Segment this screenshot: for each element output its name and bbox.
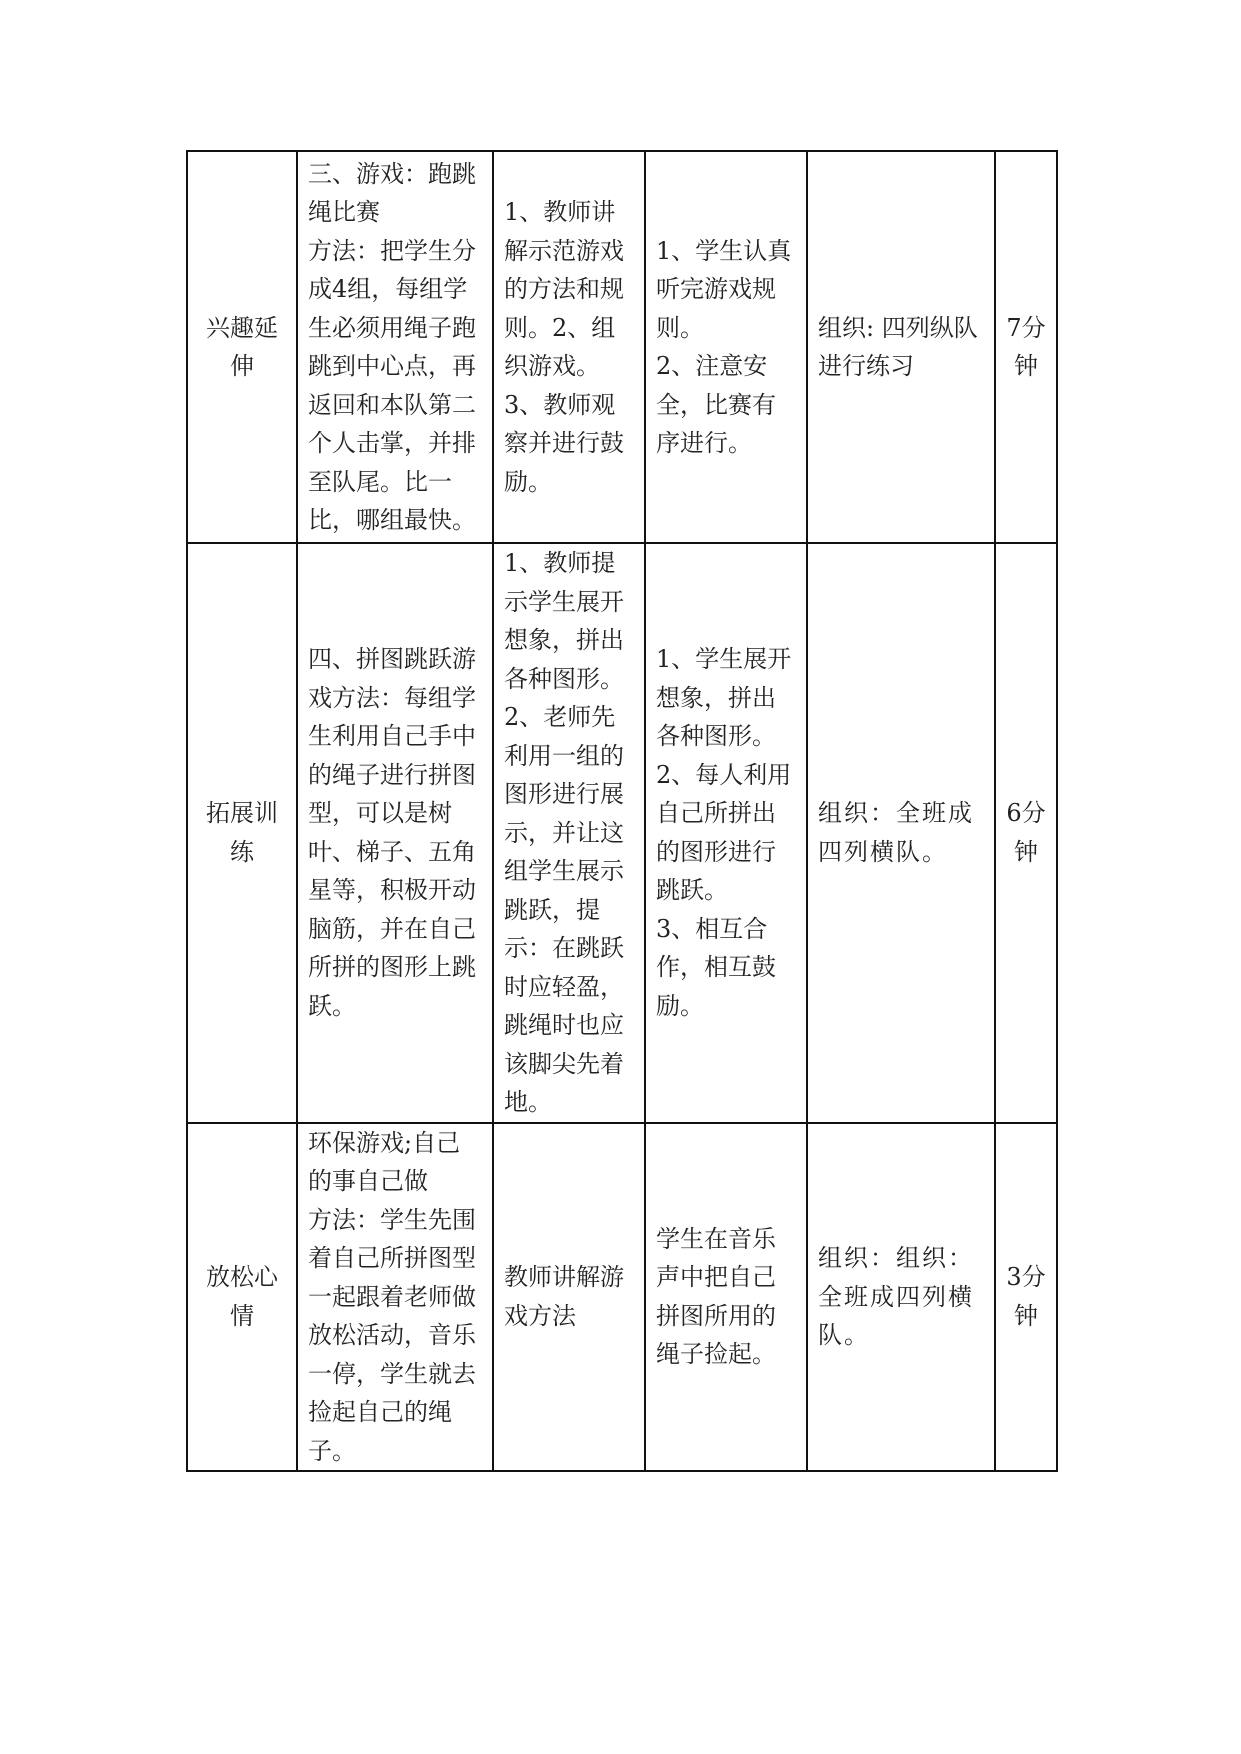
organization-cell: 组织：组织：全班成四列横队。 (807, 1123, 995, 1472)
organization-cell: 组织: 四列纵队进行练习 (807, 151, 995, 543)
teacher-cell: 教师讲解游戏方法 (493, 1123, 645, 1472)
student-cell: 1、学生展开想象，拼出各种图形。 2、每人利用自己所拼出的图形进行跳跃。 3、相互合作，相互鼓励。 (645, 543, 807, 1123)
student-cell: 学生在音乐声中把自己拼图所用的绳子捡起。 (645, 1123, 807, 1472)
stage-cell: 兴趣延伸 (187, 151, 297, 543)
content-cell: 环保游戏;自己的事自己做 方法：学生先围着自己所拼图型一起跟着老师做放松活动，音乐一停，学生就去捡起自己的绳子。 (297, 1123, 493, 1472)
lesson-plan-table (186, 150, 1058, 1472)
student-cell: 1、学生认真听完游戏规则。 2、注意安全，比赛有序进行。 (645, 151, 807, 543)
content-cell: 四、拼图跳跃游戏方法：每组学生利用自己手中的绳子进行拼图型，可以是树叶、梯子、五角星等，积极开动脑筋，并在自己所拼的图形上跳跃。 (297, 543, 493, 1123)
organization-cell: 组织：全班成四列横队。 (807, 543, 995, 1123)
time-cell: 6分钟 (995, 543, 1057, 1123)
teacher-cell: 1、教师讲解示范游戏的方法和规则。2、组织游戏。3、教师观察并进行鼓励。 (493, 151, 645, 543)
cell-text: 三、游戏：跑跳绳比赛 方法：把学生分成4组，每组学生必须用绳子跑跳到中心点，再返回和本队第二个人击掌，并排至队尾。比一比，哪组最快。 (308, 159, 476, 534)
table-row (187, 543, 1057, 1123)
table-row (187, 1123, 1057, 1472)
stage-cell: 拓展训练 (187, 543, 297, 1123)
stage-cell: 放松心情 (187, 1123, 297, 1472)
time-cell: 7分钟 (995, 151, 1057, 543)
teacher-cell: 1、教师提示学生展开想象，拼出各种图形。 2、老师先利用一组的图形进行展示，并让这组学生展示跳跃，提示：在跳跃时应轻盈，跳绳时也应该脚尖先着地。 (493, 543, 645, 1123)
content-cell (297, 151, 493, 543)
time-cell: 3分钟 (995, 1123, 1057, 1472)
table-row (187, 151, 1057, 543)
